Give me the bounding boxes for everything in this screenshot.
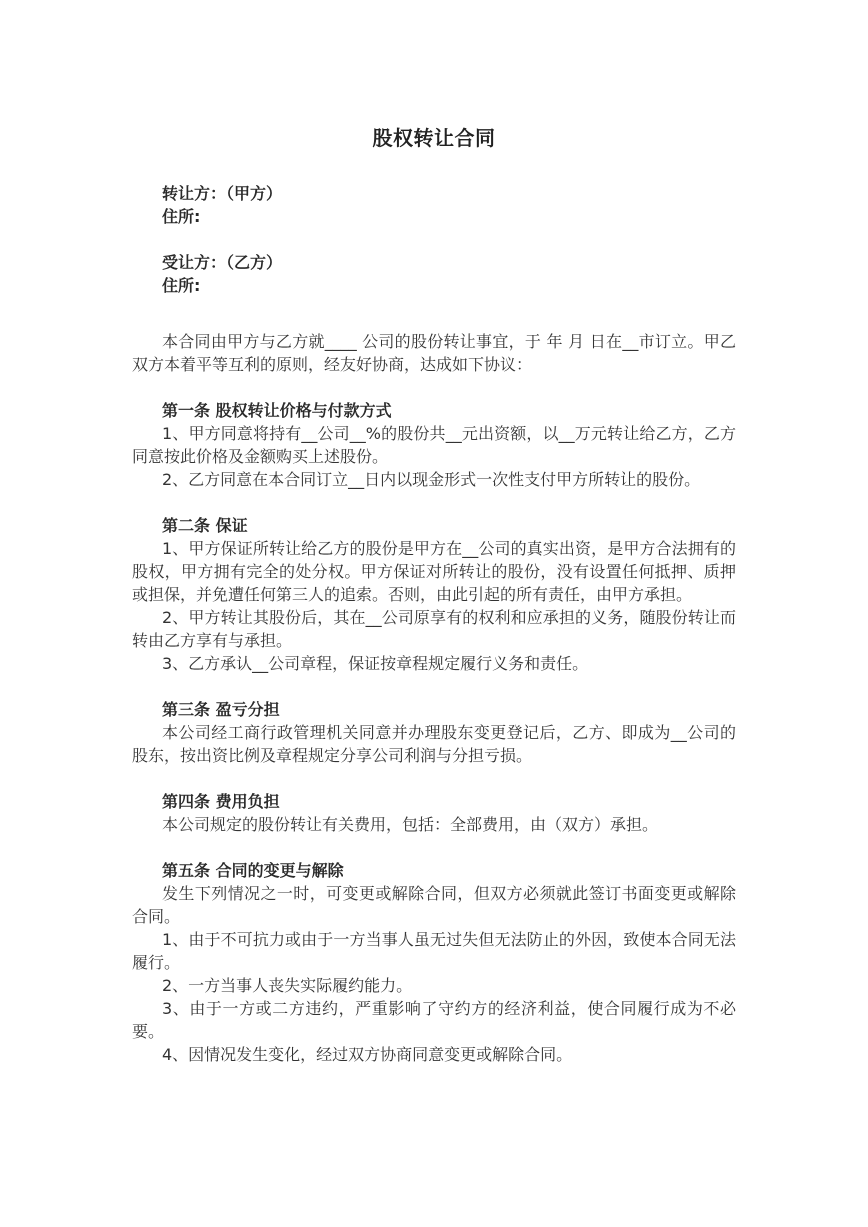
party-a-label: 转让方：（甲方） — [162, 184, 283, 203]
article-paragraph: 1、甲方同意将持有__公司__%的股份共__元出资额，以__万元转让给乙方，乙方同意按此价格及金额购买上述股份。 — [132, 424, 736, 466]
article-heading: 第一条 股权转让价格与付款方式 — [162, 401, 392, 420]
article-paragraph: 本公司规定的股份转让有关费用，包括：全部费用，由（双方）承担。 — [162, 815, 659, 834]
article-paragraph: 1、甲方保证所转让给乙方的股份是甲方在__公司的真实出资，是甲方合法拥有的股权，甲方拥有完全的处分权。甲方保证对所转让的股份，没有设置任何抵押、质押或担保，并免遭任何第三人的追索。否则，由此引起的所有责任，由甲方承担。 — [132, 539, 736, 604]
article-paragraph: 2、甲方转让其股份后，其在__公司原享有的权利和应承担的义务，随股份转让而转由乙方享有与承担。 — [132, 608, 736, 650]
article-paragraph: 1、由于不可抗力或由于一方当事人虽无过失但无法防止的外因，致使本合同无法履行。 — [132, 930, 736, 972]
article-heading: 第四条 费用负担 — [162, 792, 280, 811]
article-paragraph: 3、乙方承认__公司章程，保证按章程规定履行义务和责任。 — [162, 654, 589, 673]
document-title: 股权转让合同 — [372, 126, 496, 150]
article-5 — [132, 859, 736, 1066]
article-1 — [132, 399, 736, 491]
party-b-label: 受让方：（乙方） — [162, 253, 283, 272]
party-a-address: 住所: — [162, 207, 201, 226]
article-heading: 第五条 合同的变更与解除 — [162, 861, 344, 880]
party-b-address: 住所: — [162, 276, 201, 295]
article-paragraph: 4、因情况发生变化，经过双方协商同意变更或解除合同。 — [162, 1045, 573, 1064]
article-paragraph: 2、一方当事人丧失实际履约能力。 — [162, 976, 413, 995]
document-body — [132, 182, 736, 1066]
article-3 — [132, 698, 736, 767]
article-paragraph: 发生下列情况之一时，可变更或解除合同，但双方必须就此签订书面变更或解除合同。 — [132, 884, 736, 926]
article-paragraph: 本公司经工商行政管理机关同意并办理股东变更登记后，乙方、即成为__公司的股东，按出资比例及章程规定分享公司利润与分担亏损。 — [132, 723, 736, 765]
article-paragraph: 2、乙方同意在本合同订立__日内以现金形式一次性支付甲方所转让的股份。 — [162, 470, 701, 489]
article-paragraph: 3、由于一方或二方违约，严重影响了守约方的经济利益，使合同履行成为不必要。 — [132, 999, 736, 1041]
article-4 — [132, 790, 736, 836]
article-heading: 第二条 保证 — [162, 516, 248, 535]
article-heading: 第三条 盈亏分担 — [162, 700, 280, 719]
intro-paragraph: 本合同由甲方与乙方就____ 公司的股份转让事宜，于 年 月 日在__市订立。甲乙双方本着平等互利的原则，经友好协商，达成如下协议： — [132, 332, 736, 374]
article-2 — [132, 514, 736, 675]
